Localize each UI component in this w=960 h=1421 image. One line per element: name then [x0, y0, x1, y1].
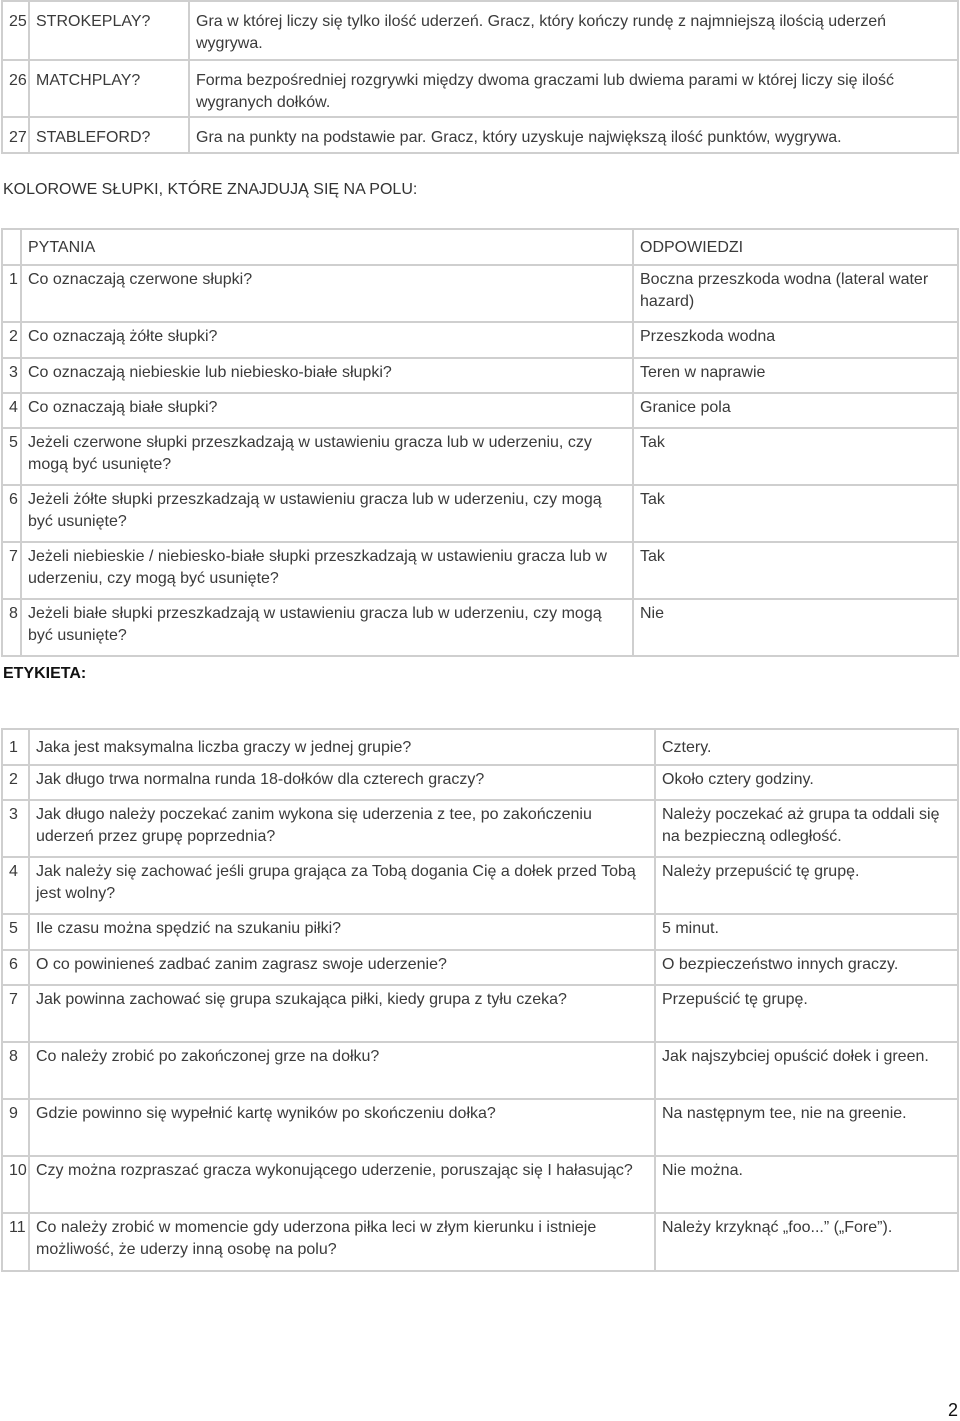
- question: Jeżeli białe słupki przeszkadzają w ustawieniu gracza lub w uderzeniu, czy mogą być usunięte?: [21, 599, 633, 656]
- question: Gdzie powinno się wypełnić kartę wyników po skończeniu dołka?: [29, 1099, 655, 1156]
- row-number: 9: [2, 1099, 29, 1156]
- table-row: [2, 599, 958, 656]
- table-row: [2, 1213, 958, 1271]
- answer: Nie: [633, 599, 958, 656]
- question: Co oznaczają czerwone słupki?: [21, 265, 633, 322]
- question: Jeżeli czerwone słupki przeszkadzają w ustawieniu gracza lub w uderzeniu, czy mogą być usunięte?: [21, 428, 633, 485]
- question: Jak długo należy poczekać zanim wykona się uderzenia z tee, po zakończeniu uderzeń przez grupę poprzednia?: [29, 800, 655, 857]
- answer: Przeszkoda wodna: [633, 322, 958, 358]
- table-row: [2, 485, 958, 542]
- table-row: [2, 914, 958, 950]
- answer: Przepuścić tę grupę.: [655, 985, 958, 1042]
- table-row: [2, 393, 958, 428]
- table-row: [2, 985, 958, 1042]
- question: O co powinieneś zadbać zanim zagrasz swoje uderzenie?: [29, 950, 655, 985]
- section-title-etiquette: ETYKIETA:: [3, 665, 87, 682]
- question: Co oznaczają żółte słupki?: [21, 322, 633, 358]
- row-number: 26: [2, 60, 29, 117]
- table-row: [2, 950, 958, 985]
- answer: Nie można.: [655, 1156, 958, 1213]
- answer: Teren w naprawie: [633, 358, 958, 393]
- question: Ile czasu można spędzić na szukaniu piłki?: [29, 914, 655, 950]
- row-number: 5: [2, 428, 21, 485]
- table-row: [2, 857, 958, 914]
- row-number: 8: [2, 1042, 29, 1099]
- definitions-table: [1, 0, 959, 154]
- term: MATCHPLAY?: [29, 60, 189, 117]
- row-number: 2: [2, 322, 21, 358]
- answer: Należy przepuścić tę grupę.: [655, 857, 958, 914]
- row-number: 10: [2, 1156, 29, 1213]
- answer: Należy poczekać aż grupa ta oddali się na bezpieczną odległość.: [655, 800, 958, 857]
- table-row: [2, 1, 958, 60]
- question: Czy można rozpraszać gracza wykonującego uderzenie, poruszając się I hałasując?: [29, 1156, 655, 1213]
- table-row: [2, 60, 958, 117]
- header-answers: ODPOWIEDZI: [633, 229, 958, 265]
- row-number: 6: [2, 950, 29, 985]
- question: Jaka jest maksymalna liczba graczy w jednej grupie?: [29, 729, 655, 765]
- row-number: 4: [2, 857, 29, 914]
- answer: Około cztery godziny.: [655, 765, 958, 800]
- answer: Granice pola: [633, 393, 958, 428]
- row-number: 4: [2, 393, 21, 428]
- table-row: [2, 428, 958, 485]
- table-row: [2, 765, 958, 800]
- answer: 5 minut.: [655, 914, 958, 950]
- term-description: Gra na punkty na podstawie par. Gracz, który uzyskuje największą ilość punktów, wygrywa.: [189, 117, 958, 153]
- answer: Tak: [633, 485, 958, 542]
- question: Co oznaczają niebieskie lub niebiesko-białe słupki?: [21, 358, 633, 393]
- answer: Tak: [633, 542, 958, 599]
- row-number: 8: [2, 599, 21, 656]
- etiquette-qa-table: [1, 728, 959, 1272]
- row-number: 2: [2, 765, 29, 800]
- posts-qa-table: [1, 228, 959, 657]
- table-header-row: [2, 229, 958, 265]
- question: Jeżeli niebieskie / niebiesko-białe słupki przeszkadzają w ustawieniu gracza lub w uderzeniu, czy mogą być usunięte?: [21, 542, 633, 599]
- answer: Należy krzyknąć „foo...” („Fore”).: [655, 1213, 958, 1271]
- section-title-posts: KOLOROWE SŁUPKI, KTÓRE ZNAJDUJĄ SIĘ NA POLU:: [3, 181, 418, 198]
- question: Jeżeli żółte słupki przeszkadzają w ustawieniu gracza lub w uderzeniu, czy mogą być usunięte?: [21, 485, 633, 542]
- answer: Jak najszybciej opuścić dołek i green.: [655, 1042, 958, 1099]
- answer: Tak: [633, 428, 958, 485]
- table-row: [2, 1156, 958, 1213]
- term-description: Gra w której liczy się tylko ilość uderzeń. Gracz, który kończy rundę z najmniejszą ilością uderzeń wygrywa.: [189, 1, 958, 60]
- answer: Cztery.: [655, 729, 958, 765]
- row-number: 5: [2, 914, 29, 950]
- question: Co należy zrobić w momencie gdy uderzona piłka leci w złym kierunku i istnieje możliwość, że uderzy inną osobę na polu?: [29, 1213, 655, 1271]
- row-number: 7: [2, 542, 21, 599]
- table-row: [2, 542, 958, 599]
- question: Jak należy się zachować jeśli grupa grająca za Tobą dogania Cię a dołek przed Tobą jest wolny?: [29, 857, 655, 914]
- table-row: [2, 1042, 958, 1099]
- question: Jak długo trwa normalna runda 18-dołków dla czterech graczy?: [29, 765, 655, 800]
- row-number: 3: [2, 800, 29, 857]
- term-description: Forma bezpośredniej rozgrywki między dwoma graczami lub dwiema parami w której liczy się ilość wygranych dołków.: [189, 60, 958, 117]
- table-row: [2, 265, 958, 322]
- term: STROKEPLAY?: [29, 1, 189, 60]
- row-number: 3: [2, 358, 21, 393]
- table-row: [2, 1099, 958, 1156]
- table-row: [2, 729, 958, 765]
- row-number: 7: [2, 985, 29, 1042]
- row-number: 25: [2, 1, 29, 60]
- header-questions: PYTANIA: [21, 229, 633, 265]
- answer: O bezpieczeństwo innych graczy.: [655, 950, 958, 985]
- row-number: 1: [2, 265, 21, 322]
- row-number: 27: [2, 117, 29, 153]
- table-row: [2, 117, 958, 153]
- answer: Boczna przeszkoda wodna (lateral water hazard): [633, 265, 958, 322]
- row-number: 11: [2, 1213, 29, 1271]
- page-number: 2: [947, 1400, 958, 1420]
- answer: Na następnym tee, nie na greenie.: [655, 1099, 958, 1156]
- table-row: [2, 358, 958, 393]
- question: Jak powinna zachować się grupa szukająca piłki, kiedy grupa z tyłu czeka?: [29, 985, 655, 1042]
- table-row: [2, 322, 958, 358]
- row-number: 6: [2, 485, 21, 542]
- row-number: 1: [2, 729, 29, 765]
- table-row: [2, 800, 958, 857]
- term: STABLEFORD?: [29, 117, 189, 153]
- question: Co należy zrobić po zakończonej grze na dołku?: [29, 1042, 655, 1099]
- question: Co oznaczają białe słupki?: [21, 393, 633, 428]
